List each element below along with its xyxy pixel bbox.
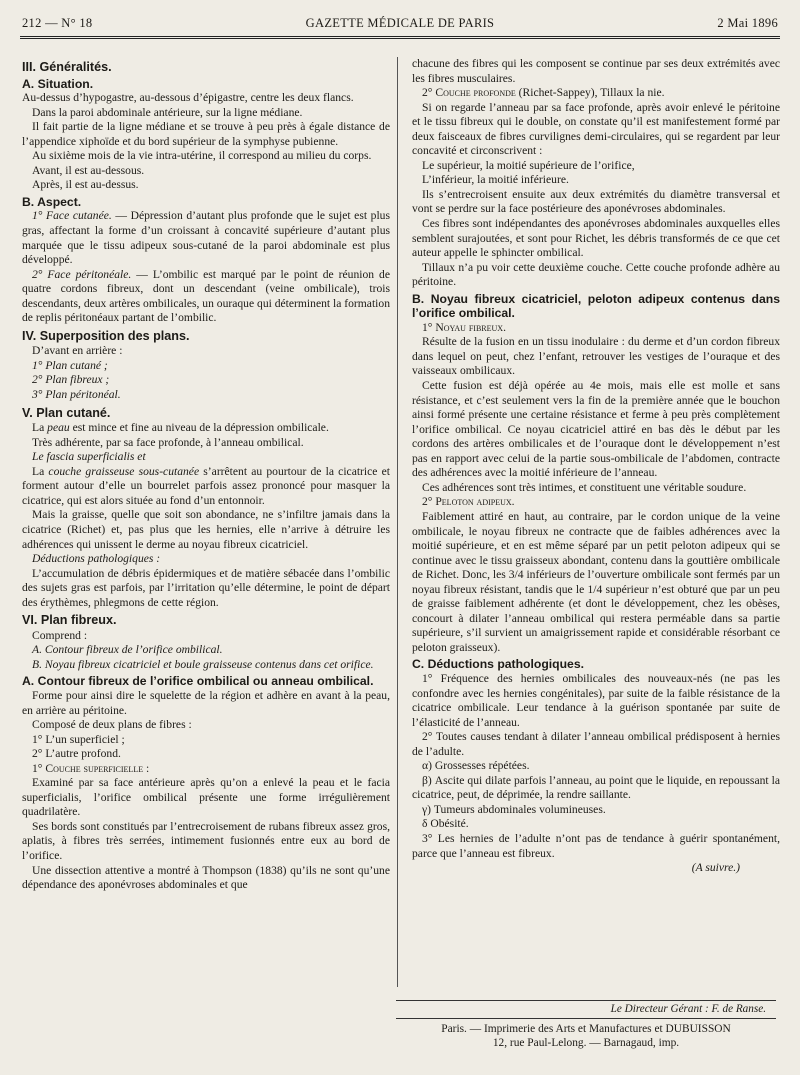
list-item: α) Grossesses répétées. [422, 759, 530, 773]
inline-label: 2° Face péritonéale. [32, 267, 132, 281]
footer-rule [396, 1000, 776, 1001]
paragraph [22, 268, 390, 326]
paragraph: Le fascia superficialis et [32, 450, 146, 464]
list-item: B. Noyau fibreux cicatriciel et boule graisseuse contenus dans cet orifice. [32, 657, 374, 671]
subsection-title: A. Contour fibreux de l’orifice ombilical ou anneau ombilical. [22, 674, 374, 689]
inline-term: couche graisseuse sous-cutanée [48, 464, 200, 478]
inline-label: Couche superficielle : [45, 761, 150, 775]
paragraph: Avant, il est au-dessous. [32, 163, 145, 177]
paragraph [412, 321, 780, 336]
paragraph: L’accumulation de débris épidermiques et de matière sébacée dans l’ombilic des sujets gras est parfois, par l’irritation qu’elle détermine, le point de départ des érythèmes, phlegmons de cette région. [22, 566, 390, 609]
inline-text: 2° [422, 86, 436, 100]
inline-text: La [32, 421, 48, 435]
paragraph: Le supérieur, la moitié supérieure de l’orifice, [422, 158, 635, 172]
page-header [22, 16, 778, 34]
left-column [22, 57, 398, 987]
inline-text: La [32, 464, 49, 478]
paragraph: Résulte de la fusion en un tissu inodulaire : du derme et d’un cordon fibreux dans lequel on peut, chez l’enfant, retrouver les vestiges de l’ouraque et des vaisseaux ombilicaux. [412, 335, 780, 378]
paragraph [22, 421, 390, 436]
paragraph: Une dissection attentive a montré à Thompson (1838) qu’ils ne sont qu’une dépendance des aponévroses abdominales et que [22, 863, 390, 892]
printer-line: 12, rue Paul-Lelong. — Barnagaud, imp. [492, 1037, 680, 1049]
list-item: 2° Plan fibreux ; [32, 373, 110, 387]
subsection-title: B. Aspect. [22, 194, 82, 209]
paragraph: Composé de deux plans de fibres : [32, 718, 192, 732]
paragraph: Cette fusion est déjà opérée au 4e mois, mais elle est molle et sans résistance, et c’est seulement vers la fin de la première année que le bouchon ainsi formé présente une certaine résistance et ferme à peu près complètement l’orifice ombilical. Ce noyau cicatriciel attiré en bas dès le début par les cordons des artères ombilicales et de l’ouraque dont le développement n’est pas en rapport avec celui de la partie sous-ombilicale de l’abdomen, contracte des adhérences avec la moitié inférieure de l’anneau. [412, 379, 780, 480]
to-be-continued: (A suivre.) [691, 861, 740, 875]
header-rule [20, 36, 780, 39]
inline-text: s’arrêtent au pourtour de la cicatrice et forment autour d’elle un bourrelet parfois assez prononcé pour masquer la cicatrice, qui est alors située au fond d’un entonnoir. [22, 464, 390, 507]
paragraph: Si on regarde l’anneau par sa face profonde, après avoir enlevé le péritoine et le tissu fibreux qui le double, on constate qu’il est manifestement formé par deux faisceaux de fibres curvilignes demi-circulaires, qui se regardent par leur concavité et circonscrivent : [412, 100, 780, 158]
subsection-title: C. Déductions pathologiques. [412, 657, 584, 672]
list-item: γ) Tumeurs abdominales volumineuses. [422, 802, 606, 816]
list-item: 1° L’un superficiel ; [32, 732, 125, 746]
inline-text: 1° [32, 761, 46, 775]
inline-text: — Dépression d’autant plus profonde que le sujet est plus gras, affectant la forme d’un croissant à concavité supérieure d’autant plus marquée que le tissu adipeux sous-cutané de la paroi abdominale est plus développé. [22, 209, 390, 267]
list-item: β) Ascite qui dilate parfois l’anneau, au point que le liquide, en repoussant la cicatrice, peut, de déprimée, la rendre saillante. [412, 773, 780, 802]
paragraph: Au sixième mois de la vie intra-utérine, il correspond au milieu du corps. [32, 149, 372, 163]
inline-text: 1° [422, 320, 436, 334]
paragraph [22, 465, 390, 509]
paragraph: 3° Les hernies de l’adulte n’ont pas de tendance à guérir spontanément, parce que l’anneau est fibreux. [412, 831, 780, 860]
inline-text: est mince et fine au niveau de la dépression ombilicale. [69, 421, 329, 435]
paragraph: Après, il est au-dessus. [32, 178, 139, 192]
section-title: IV. Superposition des plans. [22, 328, 190, 343]
paragraph [412, 86, 780, 101]
printer-line: Paris. — Imprimerie des Arts et Manufactures et DUBUISSON [441, 1023, 731, 1035]
paragraph [22, 762, 390, 777]
paragraph: Comprend : [32, 628, 88, 642]
director-signature: Le Directeur Gérant : F. de Ranse. [610, 1003, 766, 1015]
journal-title: GAZETTE MÉDICALE DE PARIS [305, 16, 495, 30]
section-title: V. Plan cutané. [22, 405, 111, 420]
paragraph: Dans la paroi abdominale antérieure, sur la ligne médiane. [32, 105, 303, 119]
list-item: 3° Plan péritonéal. [32, 388, 121, 402]
article-columns [22, 57, 780, 987]
issue-date: 2 Mai 1896 [717, 16, 778, 30]
inline-term: peau [47, 421, 70, 435]
list-item: δ Obésité. [422, 817, 469, 831]
paragraph: Faiblement attiré en haut, au contraire, par le cordon unique de la veine ombilicale, le noyau fibreux ne contracte que de faibles adhérences avec la moitié supérieure, et en est même séparé par un petit peloton adipeux qui se continue avec le tissu graisseux abondant, contenu dans la gouttière ombilicale de Richet. Donc, les 3/4 inférieurs de l’ouverture ombilicale sont fermés par un noyau fibreux résistant, tandis que le 1/4 supérieur n’est obturé que par un peu de graisse faiblement adhérente (et dont le développement, chez les obèses, concourt à dilater l’anneau ombilical qui restera perméable dans sa partie supérieure, s’il survient un amaigrissement rapide et considérable résorbant ce peloton graisseux). [412, 509, 780, 654]
paragraph: Très adhérente, par sa face profonde, à l’anneau ombilical. [32, 435, 304, 449]
paragraph [412, 495, 780, 510]
inline-text: 2° [422, 495, 436, 509]
subsection-title: A. Situation. [22, 76, 94, 91]
list-item: 2° L’autre profond. [32, 747, 121, 761]
paragraph: D’avant en arrière : [32, 344, 123, 358]
paragraph: Examiné par sa face antérieure après qu’on a enlevé la peau et le facia superficialis, l’orifice ombilical présente une forme irrégulièrement quadrilatère. [22, 776, 390, 819]
list-item: A. Contour fibreux de l’orifice ombilical. [32, 643, 223, 657]
paragraph: Ses bords sont constitués par l’entrecroisement de rubans fibreux assez gros, aplatis, à fibres très serrées, intimement fusionnés entre eux au bord de l’orifice. [22, 819, 390, 862]
paragraph: Il fait partie de la ligne médiane et se trouve à peu près à égale distance de l’appendice xiphoïde et du bord supérieur de la symphyse pubienne. [22, 120, 390, 148]
list-item: 1° Plan cutané ; [32, 358, 108, 372]
inline-label: Peloton adipeux. [435, 495, 515, 509]
paragraph: Déductions pathologiques : [32, 552, 161, 566]
section-title: III. Généralités. [22, 60, 112, 74]
inline-label: Noyau fibreux. [435, 320, 506, 334]
paragraph [22, 209, 390, 267]
paragraph: Ces adhérences sont très intimes, et constituent une véritable soudure. [422, 480, 747, 494]
paragraph: Ces fibres sont indépendantes des aponévroses abdominales auxquelles elles semblent surajoutées, et sont pour Richet, les débris transformés de ce que cet auteur appelle le sphincter ombilical. [412, 217, 780, 260]
inline-label: Couche profonde [435, 86, 516, 100]
inline-label: 1° Face cutanée. [32, 209, 112, 223]
inline-text: (Richet-Sappey), Tillaux la nie. [515, 86, 665, 100]
paragraph: Forme pour ainsi dire le squelette de la région et adhère en avant à la peau, en arrière au péritoine. [22, 688, 390, 717]
right-column [412, 57, 780, 987]
paragraph: 1° Fréquence des hernies ombilicales des nouveaux-nés (ne pas les confondre avec les hernies congénitales), par suite de la faible résistance de la cicatrice ombilicale. Leur tendance à la guérison spontanée par suite de l’élasticité de l’anneau. [412, 671, 780, 729]
printer-imprint [396, 1022, 776, 1050]
paragraph: L’inférieur, la moitié inférieure. [422, 173, 569, 187]
subsection-title: B. Noyau fibreux cicatriciel, peloton adipeux contenus dans l’orifice ombilical. [412, 291, 780, 321]
section-title: VI. Plan fibreux. [22, 613, 117, 628]
page-number: 212 — N° 18 [22, 16, 93, 30]
paragraph: chacune des fibres qui les composent se continue par ses deux extrémités avec les fibres musculaires. [412, 57, 780, 85]
footer-rule [396, 1018, 776, 1019]
paragraph: Tillaux n’a pu voir cette deuxième couche. Cette couche profonde adhère au péritoine. [412, 260, 780, 289]
inline-text: — L’ombilic est marqué par le point de réunion de quatre cordons fibreux, dont un descendant (veine ombilicale), trois descendants, deux artères ombilicales, un ouraque qui déterminent la formation de replis péritonéaux partant de l’ombilic. [22, 267, 390, 325]
paragraph: Ils s’entrecroisent ensuite aux deux extrémités du diamètre transversal et vont se perdre sur la face postérieure des aponévroses abdominales. [412, 187, 780, 216]
paragraph: Mais la graisse, quelle que soit son abondance, ne s’infiltre jamais dans la cicatrice (Richet) et, pas plus que les hernies, elle n’arrive à détruire les adhérences qui unissent le derme au noyau fibreux cicatriciel. [22, 508, 390, 551]
paragraph: Au-dessus d’hypogastre, au-dessous d’épigastre, centre les deux flancs. [22, 91, 354, 105]
paragraph: 2° Toutes causes tendant à dilater l’anneau ombilical prédisposent à hernies de l’adulte. [412, 730, 780, 758]
